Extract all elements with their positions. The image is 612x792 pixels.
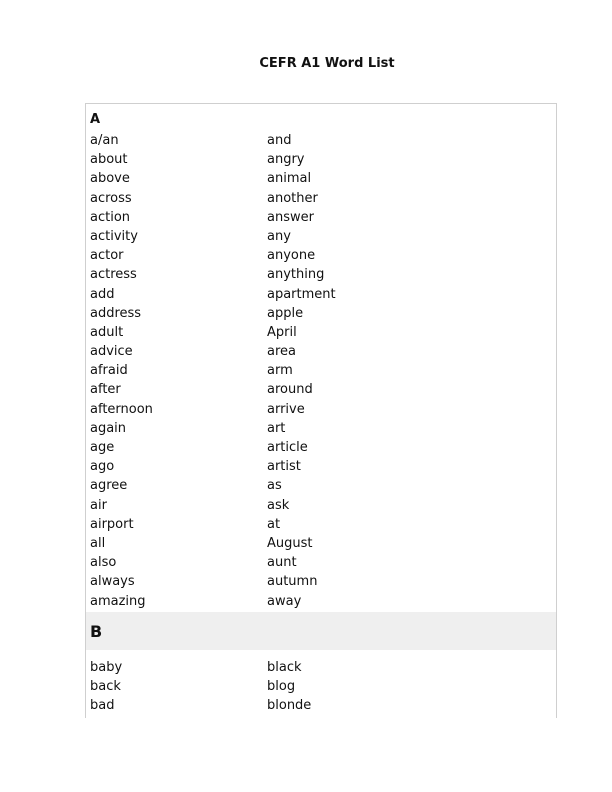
section-a-right-column — [267, 131, 336, 611]
word-item: again — [90, 420, 127, 436]
word-item: as — [267, 478, 282, 494]
word-item: any — [267, 228, 291, 244]
word-item: activity — [90, 228, 138, 244]
section-heading-b: B — [90, 622, 103, 641]
word-item: add — [90, 286, 115, 302]
section-b-right-column — [267, 658, 311, 716]
word-list-table — [85, 103, 557, 718]
word-item: back — [90, 679, 121, 695]
word-item: apple — [267, 305, 304, 321]
word-item: always — [90, 574, 135, 590]
word-item: across — [90, 190, 132, 206]
word-item: animal — [267, 171, 312, 187]
word-item: action — [90, 209, 131, 225]
word-item: article — [267, 440, 308, 455]
word-item: age — [90, 440, 115, 455]
word-item: at — [267, 516, 281, 532]
word-item: anyone — [267, 248, 316, 264]
word-item: air — [90, 497, 107, 513]
word-item: autumn — [267, 574, 318, 590]
word-item: actress — [90, 267, 137, 283]
word-item: arm — [267, 363, 293, 379]
word-item: above — [90, 171, 130, 187]
word-item: afraid — [90, 363, 128, 379]
word-item: April — [267, 324, 297, 340]
word-item: all — [90, 535, 106, 551]
word-item: agree — [90, 478, 128, 494]
word-item: around — [267, 382, 313, 398]
word-item: black — [267, 660, 302, 675]
word-item: blog — [267, 679, 296, 695]
section-a-left-column — [90, 131, 153, 611]
word-item: ask — [267, 497, 290, 513]
section-heading-a: A — [90, 112, 101, 127]
word-item: area — [267, 344, 296, 360]
section-b-left-column — [90, 658, 122, 716]
section-b-header-band — [86, 612, 556, 650]
word-item: away — [267, 593, 302, 609]
word-item: amazing — [90, 593, 146, 609]
word-item: afternoon — [90, 401, 153, 417]
word-item: apartment — [267, 286, 336, 302]
word-item: answer — [267, 209, 314, 225]
word-item: after — [90, 382, 121, 398]
word-item: August — [267, 535, 313, 551]
word-item: angry — [267, 152, 305, 168]
word-item: bad — [90, 698, 115, 714]
word-item: baby — [90, 660, 123, 675]
word-item: artist — [267, 459, 301, 475]
page-title: CEFR A1 Word List — [259, 56, 395, 71]
word-item: another — [267, 190, 318, 206]
word-item: adult — [90, 324, 124, 340]
word-item: anything — [267, 267, 325, 283]
word-item: blonde — [267, 698, 312, 714]
word-item: also — [90, 555, 117, 571]
word-item: address — [90, 305, 142, 321]
word-item: ago — [90, 459, 115, 475]
word-item: art — [267, 420, 286, 436]
word-item: about — [90, 152, 128, 168]
word-item: arrive — [267, 401, 305, 417]
word-item: and — [267, 133, 292, 148]
word-item: aunt — [267, 555, 297, 571]
word-item: advice — [90, 344, 133, 360]
word-item: airport — [90, 516, 134, 532]
word-item: a/an — [90, 133, 119, 148]
word-item: actor — [90, 248, 124, 264]
